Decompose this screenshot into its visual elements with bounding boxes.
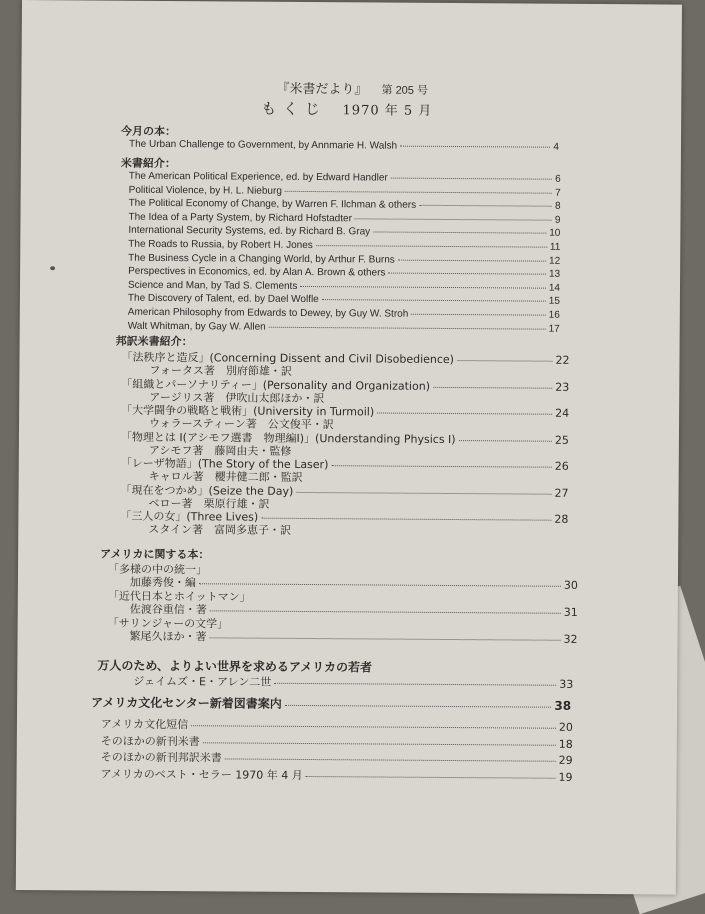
toc-entry-title: The Urban Challenge to Government, by Annmarie H. Walsh xyxy=(128,138,398,152)
toc-page: 11 xyxy=(549,241,561,253)
leader-dots xyxy=(411,314,545,316)
leader-dots xyxy=(269,326,546,329)
toc-page: 29 xyxy=(558,753,573,767)
masthead-title: 『米書だより』 xyxy=(276,81,368,98)
masthead xyxy=(276,78,428,98)
leader-dots xyxy=(296,491,551,494)
toc-entry-title: 「大学闘争の戦略と戦術」(University in Turmoil) xyxy=(121,403,375,419)
leader-dots xyxy=(261,518,551,521)
toc-entry-credit: アージリス著 伊吹山太郎ほか・訳 xyxy=(149,390,325,405)
toc-entry-title: 「多様の中の統一」 xyxy=(107,562,208,577)
leader-dots xyxy=(433,386,552,388)
toc-entry-title: 「物理とは Ⅰ(アシモフ選書 物理編Ⅰ)」(Understanding Physics I) xyxy=(120,430,456,446)
leader-dots xyxy=(285,190,552,193)
toc-entry-credit: ウォラースティーン著 公文俊平・訳 xyxy=(149,416,334,432)
toc-page: 15 xyxy=(548,296,560,308)
section-heading-book-of-month: 今月の本： xyxy=(121,124,177,139)
leader-dots xyxy=(274,683,556,686)
leader-dots xyxy=(398,259,546,261)
toc-page: 9 xyxy=(554,214,561,226)
toc-page: 20 xyxy=(558,720,573,734)
toc-row[interactable] xyxy=(129,139,559,155)
toc-entry-title: アメリカ文化短信 xyxy=(100,717,189,732)
toc-entry-credit: スタイン著 富岡多恵子・訳 xyxy=(148,522,292,537)
toc-entry-title: アメリカ文化センター新着図書案内 xyxy=(91,695,282,711)
toc-page: 7 xyxy=(555,187,561,199)
toc-entry-title: The Political Economy of Change, by Warren F. Ilchman & others xyxy=(128,197,417,211)
toc-entry-title: Perspectives in Economics, ed. by Alan A. Brown & others xyxy=(128,265,386,279)
toc-entry-title: 「組織とパーソナリティー」(Personality and Organization) xyxy=(121,377,431,393)
toc-page: 16 xyxy=(548,309,560,321)
toc-entry-title: 「現在をつかめ」(Seize the Day) xyxy=(120,483,294,498)
toc-page: 22 xyxy=(555,353,570,367)
toc-row-for-all-credit[interactable] xyxy=(133,673,573,691)
leader-dots xyxy=(355,218,552,220)
leader-dots xyxy=(199,583,561,587)
toc-entry-title: International Security Systems, ed. by Richard B. Gray xyxy=(128,225,371,238)
toc-page: 38 xyxy=(554,698,572,713)
issue-date: 1970 年 5 月 xyxy=(342,103,433,119)
toc-page: 8 xyxy=(554,200,561,212)
leader-dots xyxy=(285,705,552,708)
toc-entry-credit: ベロー著 栗原行雄・訳 xyxy=(148,496,270,511)
toc-page: 27 xyxy=(554,486,569,500)
toc-page: 25 xyxy=(554,433,569,447)
leader-dots xyxy=(306,776,556,779)
section-heading-about-america: アメリカに関する本： xyxy=(100,547,210,562)
toc-entry-title: Walt Whitman, by Gay W. Allen xyxy=(127,320,266,333)
toc-entry-title: Science and Man, by Tad S. Clements xyxy=(127,279,298,292)
section-heading-us-books: 米書紹介： xyxy=(120,156,176,171)
toc-page: 23 xyxy=(555,380,570,394)
toc-entry-title: Political Violence, by H. L. Nieburg xyxy=(128,184,282,197)
toc-row[interactable] xyxy=(101,732,573,750)
toc-entry-title: The Idea of a Party System, by Richard Hofstadter xyxy=(128,211,352,225)
leader-dots xyxy=(225,758,556,761)
toc-page: 30 xyxy=(563,578,578,592)
section-heading-translations: 邦訳米書紹介： xyxy=(115,334,193,349)
toc-entry-title: The Business Cycle in a Changing World, by Arthur F. Burns xyxy=(128,252,395,266)
toc-title xyxy=(261,98,432,120)
leader-dots xyxy=(210,610,561,613)
ink-spot xyxy=(50,266,55,270)
leader-dots xyxy=(316,245,547,248)
toc-row[interactable] xyxy=(101,765,573,783)
toc-row[interactable] xyxy=(130,628,578,645)
leader-dots xyxy=(400,146,550,148)
leader-dots xyxy=(210,637,561,640)
toc-entry-title: 万人のため、よりよい世界を求めるアメリカの若者 xyxy=(97,658,373,675)
toc-page: 24 xyxy=(555,406,570,420)
toc-page: 18 xyxy=(558,737,573,751)
issue-number: 第 205 号 xyxy=(381,84,429,97)
leader-dots xyxy=(459,440,552,442)
toc-entry-title: 加藤秀俊・編 xyxy=(129,575,196,590)
toc-row-center-books[interactable] xyxy=(91,693,571,712)
toc-entry-credit: キャロル著 櫻井健二郎・監訳 xyxy=(148,469,303,484)
toc-entry-credit: ジェイムズ・E・アレン二世 xyxy=(133,674,272,689)
toc-row[interactable] xyxy=(101,716,573,734)
toc-page: 33 xyxy=(559,677,574,691)
toc-page: 17 xyxy=(548,323,560,335)
toc-page: 14 xyxy=(548,282,561,294)
toc-page: 6 xyxy=(555,173,561,185)
toc-entry-credit: フォータス著 別府節雄・訳 xyxy=(149,363,292,378)
leader-dots xyxy=(457,360,552,362)
toc-page: 12 xyxy=(549,255,561,267)
leader-dots xyxy=(191,725,556,729)
leader-dots xyxy=(373,232,546,234)
toc-entry-title: 佐渡谷重信・著 xyxy=(129,602,207,617)
leader-dots xyxy=(322,299,546,302)
toc-entry-title: 「三人の女」(Three Lives) xyxy=(120,509,259,524)
toc-entry-title: アメリカのベスト・セラー 1970 年 4 月 xyxy=(100,767,303,782)
toc-page: 4 xyxy=(553,141,560,153)
toc-entry-title: 繁尾久ほか・著 xyxy=(129,629,207,644)
toc-entry-title: 「レーザ物語」(The Story of the Laser) xyxy=(120,456,329,472)
toc-entry-title: そのほかの新刊米書 xyxy=(100,734,200,748)
leader-dots xyxy=(419,205,552,207)
leader-dots xyxy=(331,465,551,468)
toc-row[interactable] xyxy=(101,749,573,767)
toc-page: 19 xyxy=(558,770,573,784)
toc-page: 13 xyxy=(548,268,561,280)
toc-entry-title: 「近代日本とホイットマン」 xyxy=(107,589,251,604)
toc-entry-title: American Philosophy from Edwards to Dewey, by Guy W. Stroh xyxy=(127,306,409,320)
leader-dots xyxy=(203,742,556,745)
leader-dots xyxy=(388,273,546,275)
leader-dots xyxy=(377,412,552,414)
toc-page: 32 xyxy=(563,632,578,646)
toc-entry-title: 「サリンジャーの文学」 xyxy=(107,616,229,631)
toc-page: 31 xyxy=(563,605,578,619)
toc-entry-title: 「法秩序と造反」(Concerning Dissent and Civil Disobedience) xyxy=(121,350,455,367)
toc-heading: も く じ xyxy=(261,99,321,119)
toc-page: 26 xyxy=(554,459,569,473)
leader-dots xyxy=(300,286,546,289)
toc-entry-title: The American Political Experience, ed. by Edward Handler xyxy=(128,170,388,184)
document-page xyxy=(16,0,682,895)
toc-page: 28 xyxy=(554,512,569,526)
toc-entry-title: The Discovery of Talent, ed. by Dael Wolfle xyxy=(127,293,319,306)
toc-entry-title: The Roads to Russia, by Robert H. Jones xyxy=(128,238,313,252)
toc-entry-title: そのほかの新刊邦訳米書 xyxy=(100,750,222,765)
toc-page: 10 xyxy=(549,228,561,240)
toc-entry-credit: アシモフ著 藤岡由夫・監修 xyxy=(148,443,292,458)
leader-dots xyxy=(391,178,552,180)
